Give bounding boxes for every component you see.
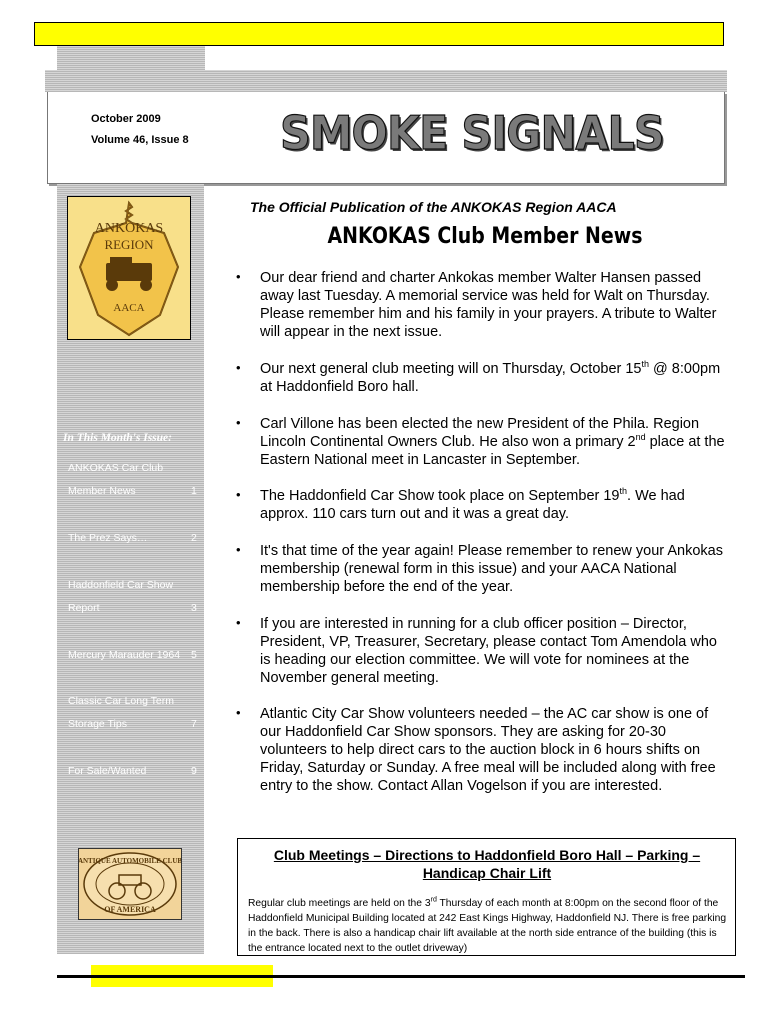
svg-text:AACA: AACA bbox=[113, 302, 145, 314]
bullet-icon: • bbox=[236, 705, 241, 720]
toc-item[interactable]: Mercury Marauder 1964 bbox=[68, 649, 181, 661]
bullet-icon: • bbox=[236, 542, 241, 557]
top-yellow-bar bbox=[34, 22, 724, 46]
news-item: Atlantic City Car Show volunteers needed – the AC car show is one of our Haddonfield Car Show sponsors. They are asking for 20-30 volunteers to help direct cars to the auction block in 6 hours shifts on Friday, Saturday or Sunday. A free meal will be included along with free entry to the show. Contact Allan Vogelson if you are interested. bbox=[260, 706, 716, 794]
news-item: Carl Villone has been elected the new President of the Phila. Region Lincoln Continental Owners Club. He also won a primary 2nd place at the Eastern National meet in Lancaster in September. bbox=[260, 416, 725, 468]
toc-item[interactable]: Haddonfield Car Show bbox=[68, 579, 174, 591]
svg-text:ANKOKAS: ANKOKAS bbox=[94, 221, 164, 236]
masthead-stripe bbox=[45, 70, 727, 92]
toc-page-number: 7 bbox=[191, 718, 197, 730]
toc-title: In This Month's Issue: bbox=[63, 432, 172, 444]
club-meetings-body: Regular club meetings are held on the 3rd Thursday of each month at 8:00pm on the second floor of the Haddonfield Municipal Building located at 242 East Kings Highway, Haddonfield NJ. There is free parking in the back. There is also a handicap chair lift available at the north side entrance of the building (this is the entrance located next to the outlet driveway) bbox=[248, 896, 727, 954]
toc-page-number: 9 bbox=[191, 765, 197, 777]
bullet-icon: • bbox=[236, 360, 241, 375]
news-item: Our dear friend and charter Ankokas member Walter Hansen passed away last Tuesday. A memorial service was held for Walt on Thursday. Please remember him and his family in your prayers. A tribute to Walter will appear in the next issue. bbox=[260, 270, 717, 340]
toc-item[interactable]: Member News bbox=[68, 485, 136, 497]
toc-item[interactable]: Storage Tips bbox=[68, 718, 127, 730]
svg-text:REGION: REGION bbox=[104, 237, 154, 252]
news-item: If you are interested in running for a club officer position – Director, President, VP, Treasurer, Secretary, please contact Tom Amendola who is heading our election committee. We will vote for nominees at the November general meeting. bbox=[260, 616, 717, 686]
newsletter-title: SMOKE SIGNALS bbox=[280, 106, 664, 160]
bullet-icon: • bbox=[236, 487, 241, 502]
masthead bbox=[47, 92, 725, 184]
toc-item[interactable]: For Sale/Wanted bbox=[68, 765, 147, 777]
issue-volume: Volume 46, Issue 8 bbox=[91, 134, 189, 146]
toc-page-number: 3 bbox=[191, 602, 197, 614]
svg-text:OF AMERICA: OF AMERICA bbox=[104, 905, 156, 914]
section-heading: ANKOKAS Club Member News bbox=[327, 224, 643, 249]
bullet-icon: • bbox=[236, 615, 241, 630]
news-item: Our next general club meeting will on Thursday, October 15th @ 8:00pm at Haddonfield Boro hall. bbox=[260, 359, 721, 395]
news-item: The Haddonfield Car Show took place on September 19th. We had approx. 110 cars turn out and it was a great day. bbox=[260, 486, 685, 522]
issue-date: October 2009 bbox=[91, 113, 161, 125]
svg-text:ANTIQUE AUTOMOBILE CLUB: ANTIQUE AUTOMOBILE CLUB bbox=[79, 857, 181, 865]
bullet-icon: • bbox=[236, 415, 241, 430]
toc-item[interactable]: The Prez Says… bbox=[68, 532, 148, 544]
toc-item[interactable]: ANKOKAS Car Club bbox=[68, 462, 164, 474]
club-meetings-box bbox=[237, 838, 736, 956]
bottom-rule bbox=[57, 975, 745, 978]
publication-subtitle: The Official Publication of the ANKOKAS Region AACA bbox=[250, 199, 617, 215]
news-item: It's that time of the year again! Please remember to renew your Ankokas membership (renewal form in this issue) and your AACA National membership before the end of the year. bbox=[260, 543, 723, 595]
sidebar-stripe-top bbox=[57, 46, 205, 72]
toc-page-number: 5 bbox=[191, 649, 197, 661]
ankokas-region-logo bbox=[67, 196, 191, 340]
bullet-icon: • bbox=[236, 269, 241, 284]
club-meetings-title: Club Meetings – Directions to Haddonfield Boro Hall – Parking – Handicap Chair Lift bbox=[273, 847, 701, 881]
aaca-club-logo bbox=[78, 848, 182, 920]
toc-page-number: 1 bbox=[191, 485, 197, 497]
sidebar bbox=[57, 184, 204, 954]
toc-page-number: 2 bbox=[191, 532, 197, 544]
toc-item[interactable]: Report bbox=[68, 602, 100, 614]
toc-item[interactable]: Classic Car Long Term bbox=[68, 695, 175, 707]
